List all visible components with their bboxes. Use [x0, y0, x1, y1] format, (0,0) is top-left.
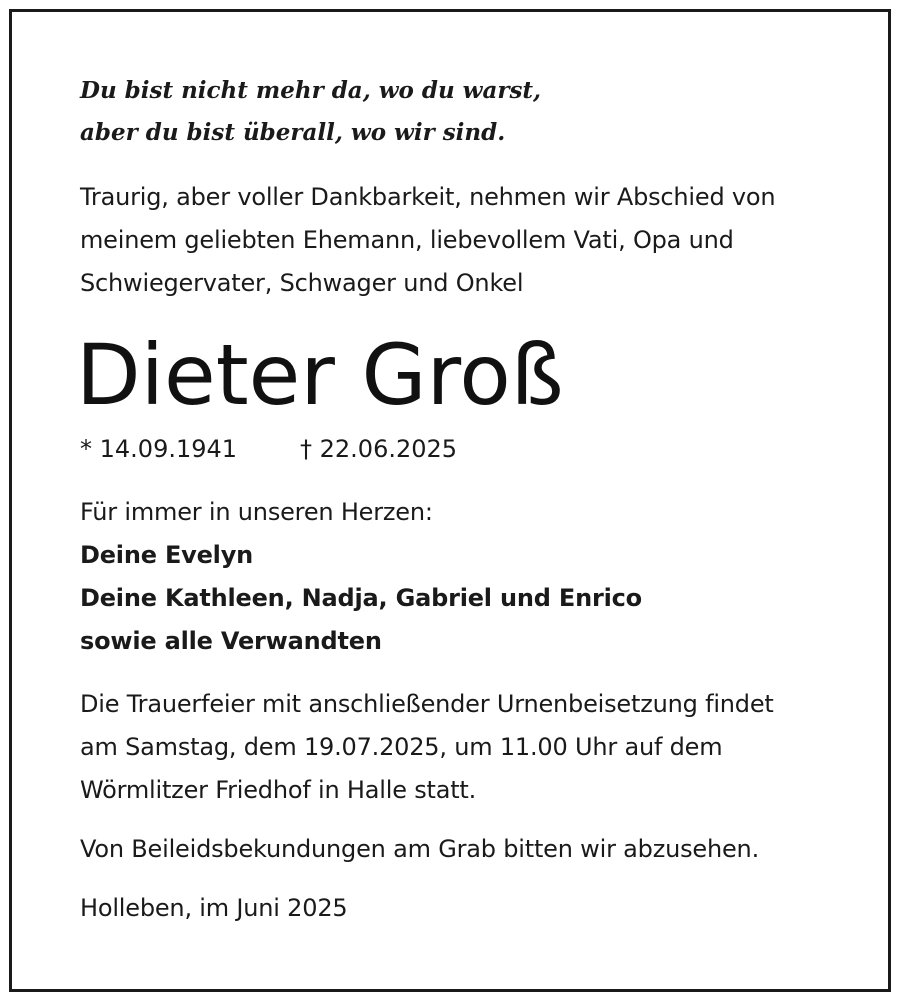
verse [80, 70, 840, 154]
intro-text [80, 176, 840, 305]
condolence-note: Von Beileidsbekundungen am Grab bitten wir abzusehen. [80, 835, 760, 863]
service-line-1: Die Trauerfeier mit anschließender Urnenbeisetzung findet [80, 690, 774, 718]
deceased-name: Dieter Groß [76, 326, 564, 424]
intro-line-3: Schwiegervater, Schwager und Onkel [80, 269, 524, 297]
intro-line-2: meinem geliebten Ehemann, liebevollem Vati, Opa und [80, 226, 734, 254]
intro-line-1: Traurig, aber voller Dankbarkeit, nehmen wir Abschied von [80, 183, 776, 211]
obituary-content [76, 70, 840, 930]
service-line-2: am Samstag, dem 19.07.2025, um 11.00 Uhr auf dem [80, 733, 723, 761]
mourners-heading: Für immer in unseren Herzen: [80, 498, 433, 526]
service-line-3: Wörmlitzer Friedhof in Halle statt. [80, 776, 477, 804]
mourners-line-2: Deine Kathleen, Nadja, Gabriel und Enrico [80, 584, 642, 612]
mourners-line-3: sowie alle Verwandten [80, 627, 382, 655]
place-date: Holleben, im Juni 2025 [80, 894, 348, 922]
mourners [80, 491, 840, 663]
funeral-service [80, 683, 840, 812]
death-date: † 22.06.2025 [300, 435, 458, 463]
birth-date: * 14.09.1941 [80, 435, 238, 463]
verse-line-1: Du bist nicht mehr da, wo du warst, [80, 77, 542, 104]
mourners-line-1: Deine Evelyn [80, 541, 254, 569]
life-dates [80, 429, 840, 469]
verse-line-2: aber du bist überall, wo wir sind. [80, 119, 506, 146]
